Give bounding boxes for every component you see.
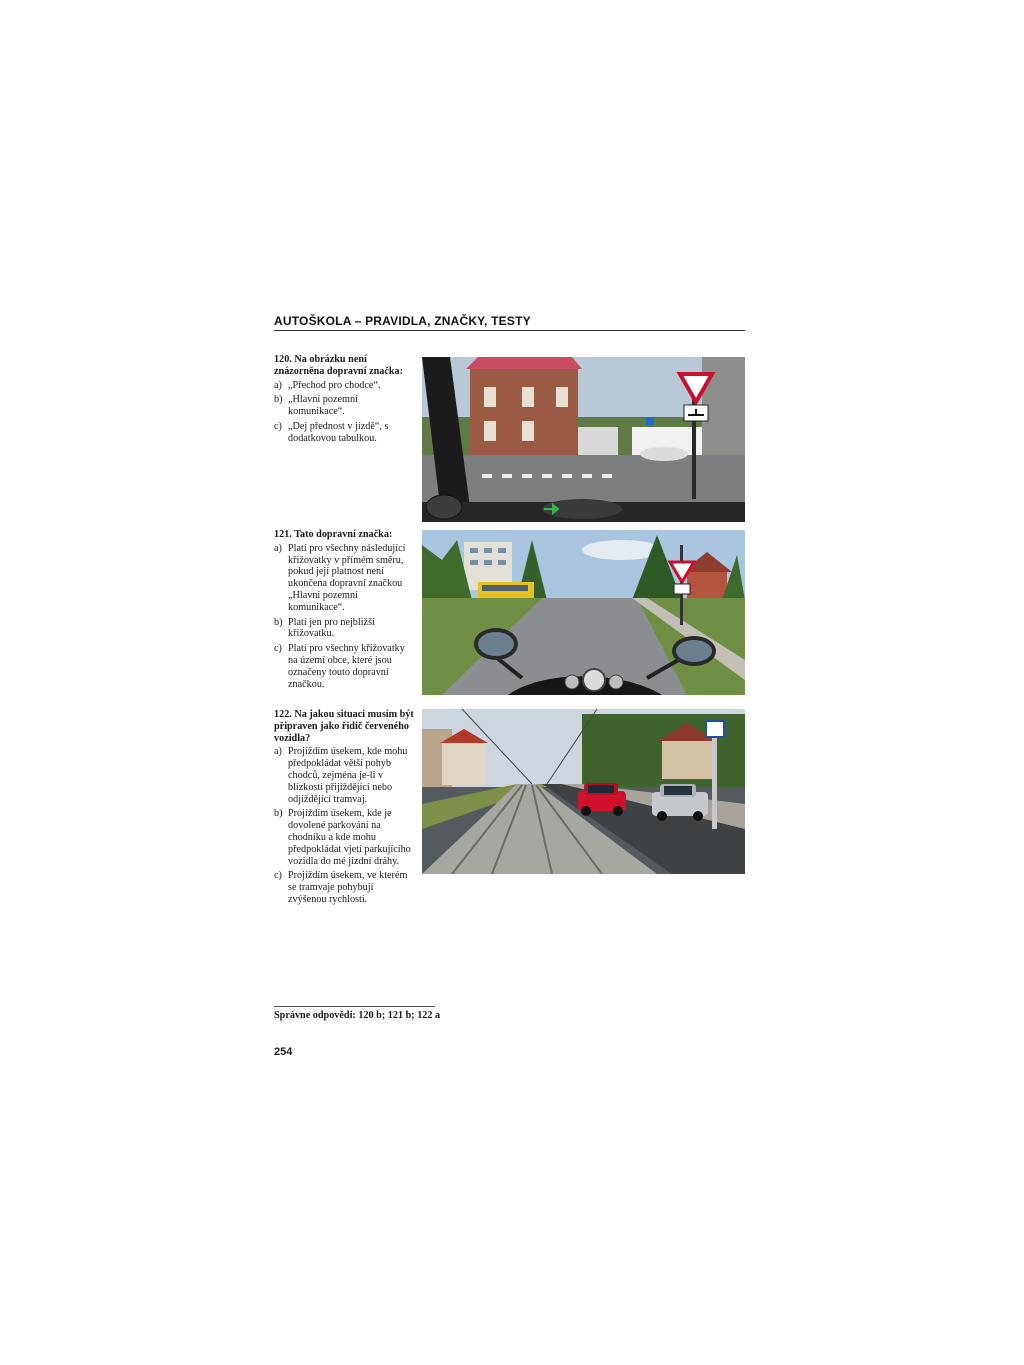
answer-text: „Hlavní pozemní komunikace“.: [288, 394, 358, 418]
question-122: [274, 709, 414, 909]
answer-letter: b): [274, 808, 283, 820]
answer-option[interactable]: [274, 617, 414, 641]
answer-letter: c): [274, 420, 282, 432]
correct-answers: Správne odpovědi: 120 b; 121 b; 122 a: [274, 1010, 441, 1021]
question-120: [274, 354, 414, 448]
answer-text: Platí jen pro nejbližší křižovatku.: [288, 616, 375, 640]
answer-option[interactable]: [274, 746, 414, 805]
answer-letter: a): [274, 746, 282, 758]
answer-option[interactable]: [274, 870, 414, 905]
answer-letter: b): [274, 616, 283, 628]
answer-text: Projíždím úsekem, kde je dovolené parkování na chodníku a kde mohu předpokládat vjetí parkujícího vozidla do mé jízdní dráhy.: [288, 808, 411, 867]
photo-crossroad-yield-sign: [422, 357, 745, 522]
photo-tram-street-red-car: [422, 709, 745, 874]
question-title: 121. Tato dopravní značka:: [274, 529, 393, 540]
answer-letter: c): [274, 643, 282, 655]
answer-letter: a): [274, 542, 282, 554]
answer-text: Projíždím úsekem, ve kterém se tramvaje pohybují zvýšenou rychlostí.: [288, 870, 408, 905]
answer-text: Platí pro všechny následující křižovatky v přímém směru, pokud její platnost není ukončena dopravní značkou „Hlavní pozemní komunikace“.: [288, 542, 406, 613]
answer-text: „Dej přednost v jízdě“, s dodatkovou tabulkou.: [288, 420, 389, 444]
answer-letter: c): [274, 870, 282, 882]
question-121: [274, 529, 414, 693]
answer-text: Platí pro všechny křižovatky na území obce, které jsou označeny touto dopravní značkou.: [288, 643, 405, 690]
footnote-divider: [274, 1006, 435, 1007]
answer-letter: b): [274, 394, 283, 406]
answer-letter: a): [274, 379, 282, 391]
photo-motorcycle-yield-sign: [422, 530, 745, 695]
question-title: 120. Na obrázku není znázorněna dopravní značka:: [274, 354, 404, 377]
answer-option[interactable]: [274, 380, 414, 392]
answer-option[interactable]: [274, 394, 414, 418]
answer-option[interactable]: [274, 421, 414, 445]
page-number: 254: [274, 1046, 293, 1058]
answer-text: „Přechod pro chodce“.: [288, 379, 381, 391]
answer-text: Projíždím úsekem, kde mohu předpokládat větší pohyb chodců, zejména je-li v blízkosti přijíždějící nebo odjíždějící tramvaj.: [288, 746, 408, 805]
page-header: [274, 312, 745, 331]
answer-option[interactable]: [274, 543, 414, 614]
page-header-title: AUTOŠKOLA – PRAVIDLA, ZNAČKY, TESTY: [274, 314, 531, 328]
answer-option[interactable]: [274, 643, 414, 690]
question-title: 122. Na jakou situaci musím být připraven jako řidič červeného vozidla?: [274, 709, 414, 744]
answer-option[interactable]: [274, 808, 414, 867]
